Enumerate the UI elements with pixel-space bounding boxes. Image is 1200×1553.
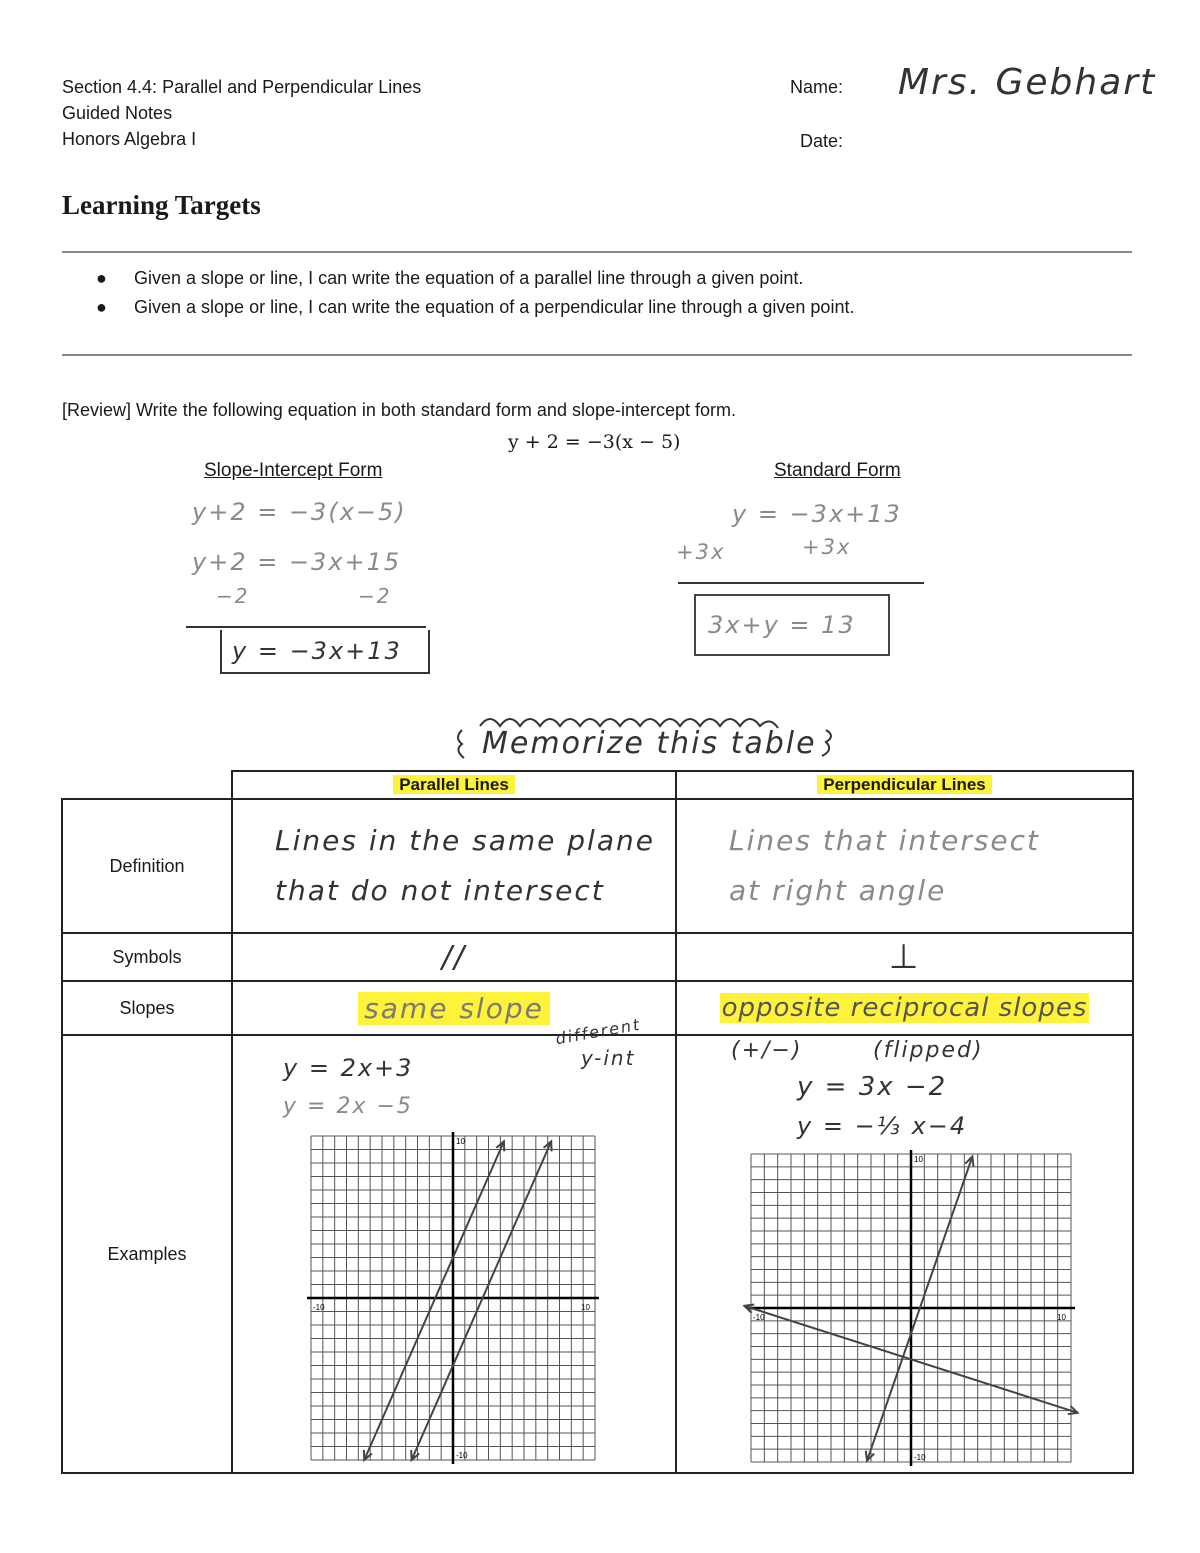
sf-step-1: y = −3x+13 xyxy=(732,500,902,528)
sf-step-3: +3x xyxy=(802,535,852,559)
axis-tick-label: -10 xyxy=(456,1451,468,1460)
table-row-symbols xyxy=(62,933,1133,981)
si-step-1: y+2 = −3(x−5) xyxy=(192,498,407,526)
row-label: Slopes xyxy=(62,981,232,1035)
axis-tick-label: -10 xyxy=(753,1313,765,1322)
si-rule xyxy=(186,626,426,628)
table-row-definition xyxy=(62,799,1133,933)
axis-tick-label: 10 xyxy=(1057,1313,1066,1322)
corner-cell xyxy=(62,771,232,799)
row-label: Symbols xyxy=(62,933,232,981)
review-prompt: [Review] Write the following equation in both standard form and slope-intercept form. xyxy=(62,400,737,420)
parallel-symbol: // xyxy=(232,933,676,981)
name-label: Name: xyxy=(790,77,844,97)
lines-comparison-table xyxy=(61,770,1134,1474)
slope-intercept-heading: Slope-Intercept Form xyxy=(204,460,383,481)
parallel-note-2: y-int xyxy=(581,1046,636,1070)
memorize-note: Memorize this table xyxy=(482,726,817,761)
name-value: Mrs. Gebhart xyxy=(898,62,1157,103)
header-block xyxy=(62,74,421,152)
sf-answer-box: 3x+y = 13 xyxy=(694,594,890,656)
table-row-examples xyxy=(62,1035,1133,1473)
slopes-perpendicular: opposite reciprocal slopes xyxy=(676,981,1133,1035)
learning-target-item: ● Given a slope or line, I can write the equation of a parallel line through a given point. xyxy=(96,268,804,288)
examples-perpendicular xyxy=(676,1035,1133,1473)
learning-targets-title: Learning Targets xyxy=(62,190,261,220)
axis-tick-label: 10 xyxy=(581,1303,590,1312)
col-header-parallel: Parallel Lines xyxy=(232,771,676,799)
learning-target-list xyxy=(96,268,854,318)
parallel-eq-1: y = 2x+3 xyxy=(283,1054,414,1082)
si-step-3a: −2 xyxy=(216,584,250,608)
definition-parallel: Lines in the same plane that do not intersect xyxy=(232,799,676,933)
learning-target-item: ● Given a slope or line, I can write the equation of a perpendicular line through a given point. xyxy=(96,297,855,317)
parallel-eq-2: y = 2x −5 xyxy=(283,1094,413,1119)
section-title: Section 4.4: Parallel and Perpendicular Lines xyxy=(62,77,422,97)
course-name: Honors Algebra I xyxy=(62,129,197,149)
standard-form-heading: Standard Form xyxy=(774,460,901,481)
axis-tick-label: -10 xyxy=(313,1303,325,1312)
slopes-parallel: same slope xyxy=(232,981,676,1035)
si-step-3b: −2 xyxy=(358,584,392,608)
divider xyxy=(62,251,1132,253)
perp-eq-2: y = −⅓ x−4 xyxy=(797,1112,968,1140)
axis-tick-label: -10 xyxy=(914,1453,926,1462)
col-header-perpendicular: Perpendicular Lines xyxy=(676,771,1133,799)
axis-tick-label: 10 xyxy=(456,1137,465,1146)
parallel-note-1: different xyxy=(554,1014,643,1049)
si-step-2: y+2 = −3x+15 xyxy=(192,548,402,576)
notes-subtitle: Guided Notes xyxy=(62,103,173,123)
row-label: Definition xyxy=(62,799,232,933)
si-answer-box: y = −3x+13 xyxy=(220,630,430,674)
row-label: Examples xyxy=(62,1035,232,1473)
sf-rule xyxy=(678,582,924,584)
review-equation: y + 2 = −3(x − 5) xyxy=(508,431,681,453)
graphed-line xyxy=(412,1141,552,1460)
divider xyxy=(62,354,1132,356)
sf-step-2: +3x xyxy=(676,540,726,564)
graphed-line xyxy=(364,1141,504,1460)
definition-perpendicular: Lines that intersect at right angle xyxy=(676,799,1133,933)
perp-note-2: (flipped) xyxy=(873,1038,984,1063)
axis-tick-label: 10 xyxy=(914,1155,923,1164)
parallel-graph xyxy=(303,1128,603,1468)
examples-parallel xyxy=(232,1014,676,1473)
perpendicular-symbol: ⊥ xyxy=(676,933,1133,981)
table-header-row xyxy=(62,771,1133,799)
perp-note-1: (+/−) xyxy=(731,1038,803,1063)
date-label: Date: xyxy=(800,131,844,151)
perp-eq-1: y = 3x −2 xyxy=(797,1072,948,1102)
perpendicular-graph xyxy=(743,1146,1079,1470)
